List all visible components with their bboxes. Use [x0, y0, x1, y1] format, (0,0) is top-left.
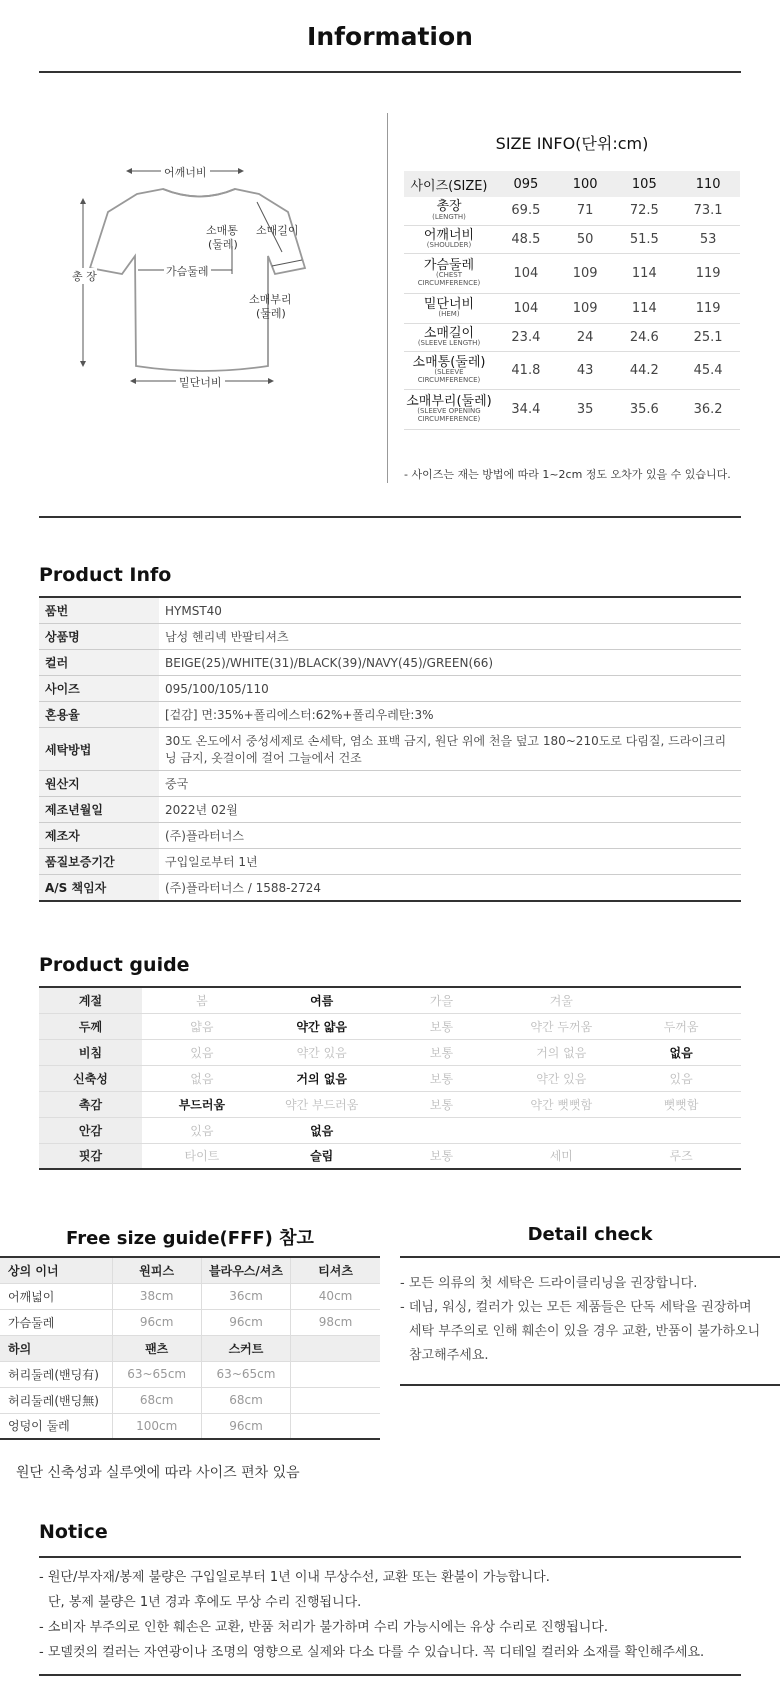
diagram-label-chest: 가슴둘레: [166, 265, 209, 278]
size-value-cell: 24: [558, 323, 613, 351]
size-header-cell: 105: [612, 171, 676, 197]
free-size-cell: 가슴둘레: [0, 1309, 112, 1335]
notice-line: - 소비자 부주의로 인한 훼손은 교환, 반품 처리가 불가하며 수리 가능시에는 유상 수리로 진행됩니다.: [39, 1620, 608, 1635]
size-row-label: [404, 253, 494, 293]
size-row: [404, 351, 740, 389]
free-size-table: [0, 1256, 380, 1440]
size-value-cell: 34.4: [494, 389, 558, 429]
product-guide-option: 겨울: [501, 987, 621, 1013]
free-size-cell: 36cm: [201, 1283, 290, 1309]
product-info-value: 구입일로부터 1년: [159, 849, 741, 875]
free-size-cell: 68cm: [112, 1387, 201, 1413]
free-size-cell: 스커트: [201, 1335, 290, 1361]
product-guide-table: [39, 986, 741, 1170]
detail-check-box: [400, 1256, 780, 1386]
size-label-en: (SLEEVE CIRCUMFERENCE): [417, 368, 481, 384]
product-guide-option: 약간 있음: [262, 1039, 382, 1065]
product-info-value: 095/100/105/110: [159, 676, 741, 702]
product-guide-option: 보통: [382, 1065, 502, 1091]
size-row: [404, 389, 740, 429]
information-title: Information: [307, 22, 473, 51]
product-guide-option: 세미: [501, 1143, 621, 1169]
vertical-divider: [387, 113, 388, 483]
size-header-row: [404, 171, 740, 197]
free-size-cell: 티셔츠: [291, 1257, 380, 1283]
size-value-cell: 109: [558, 293, 613, 323]
size-value-cell: 73.1: [676, 197, 740, 225]
product-guide-option: [501, 1117, 621, 1143]
free-size-cell: 96cm: [112, 1309, 201, 1335]
product-info-row: [39, 875, 741, 902]
product-guide-option: 거의 없음: [501, 1039, 621, 1065]
size-row-label: [404, 323, 494, 351]
size-value-cell: 119: [676, 253, 740, 293]
size-value-cell: 23.4: [494, 323, 558, 351]
size-value-cell: 51.5: [612, 225, 676, 253]
shirt-diagram: [60, 160, 350, 430]
product-guide-option: 약간 있음: [501, 1065, 621, 1091]
notice-box: [39, 1556, 741, 1676]
size-value-cell: 72.5: [612, 197, 676, 225]
product-guide-option: 보통: [382, 1091, 502, 1117]
product-guide-row: [39, 1065, 741, 1091]
product-guide-option: 있음: [142, 1039, 262, 1065]
diagram-label-shoulder: 어깨너비: [161, 164, 210, 180]
size-label-ko: 총장: [436, 199, 462, 215]
product-guide-option: 부드러움: [142, 1091, 262, 1117]
size-label-ko: 어깨너비: [423, 227, 475, 243]
product-info-key: 사이즈: [39, 676, 159, 702]
free-size-cell: [291, 1413, 380, 1439]
product-info-value: 2022년 02월: [159, 797, 741, 823]
free-size-cell: 63~65cm: [112, 1361, 201, 1387]
size-header-cell: 095: [494, 171, 558, 197]
product-guide-key: 안감: [39, 1117, 142, 1143]
size-info-note: - 사이즈는 재는 방법에 따라 1~2cm 정도 오차가 있을 수 있습니다.: [404, 468, 731, 481]
free-size-note: 원단 신축성과 실루엣에 따라 사이즈 편차 있음: [16, 1465, 300, 1481]
product-info-key: A/S 책임자: [39, 875, 159, 902]
product-info-row: [39, 771, 741, 797]
size-label-ko: 소매부리(둘레): [406, 393, 492, 409]
product-guide-option: 거의 없음: [262, 1065, 382, 1091]
free-size-title: Free size guide(FFF) 참고: [66, 1228, 314, 1249]
size-row: [404, 225, 740, 253]
product-info-value: HYMST40: [159, 597, 741, 624]
product-guide-option: 슬림: [262, 1143, 382, 1169]
size-label-en: (LENGTH): [432, 212, 466, 221]
size-value-cell: 109: [558, 253, 613, 293]
size-row-label: [404, 197, 494, 225]
product-guide-option: 보통: [382, 1039, 502, 1065]
free-size-cell: 63~65cm: [201, 1361, 290, 1387]
product-info-row: [39, 597, 741, 624]
product-guide-option: 가을: [382, 987, 502, 1013]
diagram-label-hem: 밑단너비: [176, 374, 225, 390]
product-info-row: [39, 676, 741, 702]
divider: [39, 516, 741, 518]
product-guide-row: [39, 1091, 741, 1117]
free-size-row: [0, 1309, 380, 1335]
size-header-cell: 110: [676, 171, 740, 197]
product-guide-option: 얇음: [142, 1013, 262, 1039]
size-label-ko: 밑단너비: [423, 296, 475, 312]
product-guide-option: 여름: [262, 987, 382, 1013]
free-size-cell: 96cm: [201, 1309, 290, 1335]
product-info-key: 컬러: [39, 650, 159, 676]
size-label-en: (SLEEVE LENGTH): [417, 339, 481, 348]
product-guide-key: 두께: [39, 1013, 142, 1039]
free-size-cell: 엉덩이 둘레: [0, 1413, 112, 1439]
size-row-label: [404, 293, 494, 323]
detail-check-title: Detail check: [527, 1224, 653, 1245]
free-size-cell: 40cm: [291, 1283, 380, 1309]
size-label-en: (SHOULDER): [426, 241, 472, 250]
product-info-key: 제조자: [39, 823, 159, 849]
product-info-key: 상품명: [39, 624, 159, 650]
size-row: [404, 253, 740, 293]
size-label-en: (HEM): [438, 310, 460, 319]
size-row: [404, 323, 740, 351]
size-row-label: [404, 389, 494, 429]
free-size-row: [0, 1387, 380, 1413]
product-guide-row: [39, 1143, 741, 1169]
size-value-cell: 69.5: [494, 197, 558, 225]
product-guide-option: [621, 987, 741, 1013]
size-label-ko: 가슴둘레: [423, 257, 475, 273]
free-size-cell: 100cm: [112, 1413, 201, 1439]
size-value-cell: 35: [558, 389, 613, 429]
product-guide-option: 약간 두꺼움: [501, 1013, 621, 1039]
detail-check-line: 참고해주세요.: [409, 1348, 489, 1363]
size-value-cell: 45.4: [676, 351, 740, 389]
free-size-cell: 허리둘레(밴딩有): [0, 1361, 112, 1387]
product-info-value: 남성 헨리넥 반팔티셔츠: [159, 624, 741, 650]
size-value-cell: 114: [612, 253, 676, 293]
product-guide-option: 없음: [621, 1039, 741, 1065]
free-size-row: [0, 1361, 380, 1387]
product-guide-option: 약간 얇음: [262, 1013, 382, 1039]
product-info-value: (주)플라터너스: [159, 823, 741, 849]
product-guide-key: 핏감: [39, 1143, 142, 1169]
diagram-label-length: 총 장: [72, 270, 97, 283]
product-info-value: [겉감] 면:35%+폴리에스터:62%+폴리우레탄:3%: [159, 702, 741, 728]
free-size-cell: 어깨넓이: [0, 1283, 112, 1309]
product-info-value: (주)플라터너스 / 1588-2724: [159, 875, 741, 902]
detail-check-line: - 모든 의류의 첫 세탁은 드라이클리닝을 권장합니다.: [400, 1276, 698, 1291]
size-header-cell: 사이즈(SIZE): [404, 171, 494, 197]
product-info-value: BEIGE(25)/WHITE(31)/BLACK(39)/NAVY(45)/GREEN(66): [159, 650, 741, 676]
size-label-en: (CHEST CIRCUMFERENCE): [417, 271, 481, 287]
product-info-row: [39, 650, 741, 676]
size-value-cell: 104: [494, 253, 558, 293]
free-size-cell: 블라우스/셔츠: [201, 1257, 290, 1283]
free-size-cell: 하의: [0, 1335, 112, 1361]
free-size-cell: [291, 1361, 380, 1387]
size-value-cell: 71: [558, 197, 613, 225]
diagram-label-sleeve-width: 소매통: [206, 224, 238, 237]
notice-line: 단, 봉제 불량은 1년 경과 후에도 무상 수리 진행됩니다.: [48, 1595, 362, 1610]
product-guide-row: [39, 1013, 741, 1039]
size-value-cell: 25.1: [676, 323, 740, 351]
size-value-cell: 104: [494, 293, 558, 323]
product-guide-title: Product guide: [39, 954, 190, 976]
product-guide-key: 촉감: [39, 1091, 142, 1117]
size-row: [404, 293, 740, 323]
product-info-key: 혼용율: [39, 702, 159, 728]
divider: [39, 71, 741, 73]
product-guide-key: 신축성: [39, 1065, 142, 1091]
free-size-cell: 38cm: [112, 1283, 201, 1309]
product-info-row: [39, 702, 741, 728]
free-size-row: [0, 1257, 380, 1283]
product-info-row: [39, 823, 741, 849]
product-info-row: [39, 797, 741, 823]
product-info-table: [39, 596, 741, 902]
size-label-en: (SLEEVE OPENING CIRCUMFERENCE): [417, 407, 481, 423]
product-guide-option: 있음: [621, 1065, 741, 1091]
product-guide-option: [621, 1117, 741, 1143]
size-label-ko: 소매길이: [423, 325, 475, 341]
free-size-cell: 원피스: [112, 1257, 201, 1283]
product-guide-option: 있음: [142, 1117, 262, 1143]
free-size-cell: 팬츠: [112, 1335, 201, 1361]
product-info-key: 원산지: [39, 771, 159, 797]
size-row: [404, 197, 740, 225]
free-size-cell: 68cm: [201, 1387, 290, 1413]
free-size-cell: 상의 이너: [0, 1257, 112, 1283]
size-label-ko: 소매통(둘레): [412, 354, 486, 370]
size-value-cell: 50: [558, 225, 613, 253]
product-guide-option: 없음: [262, 1117, 382, 1143]
size-row-label: [404, 225, 494, 253]
product-guide-option: 타이트: [142, 1143, 262, 1169]
free-size-cell: 96cm: [201, 1413, 290, 1439]
diagram-label-cuff: 소매부리: [249, 293, 292, 306]
size-info-title: SIZE INFO(단위:cm): [495, 134, 649, 153]
product-info-row: [39, 624, 741, 650]
product-info-title: Product Info: [39, 564, 172, 586]
product-guide-row: [39, 1039, 741, 1065]
free-size-cell: [291, 1387, 380, 1413]
product-guide-option: 뻣뻣함: [621, 1091, 741, 1117]
product-guide-option: 보통: [382, 1143, 502, 1169]
diagram-label-cuff-2: (둘레): [256, 307, 286, 320]
product-info-key: 제조년월일: [39, 797, 159, 823]
product-guide-option: 약간 뻣뻣함: [501, 1091, 621, 1117]
diagram-label-sleeve-width-2: (둘레): [208, 238, 238, 251]
product-guide-option: 루즈: [621, 1143, 741, 1169]
free-size-row: [0, 1413, 380, 1439]
detail-check-line: 세탁 부주의로 인해 훼손이 있을 경우 교환, 반품이 불가하오니: [409, 1324, 761, 1339]
size-row-label: [404, 351, 494, 389]
size-header-cell: 100: [558, 171, 613, 197]
notice-line: - 원단/부자재/봉제 불량은 구입일로부터 1년 이내 무상수선, 교환 또는 환불이 가능합니다.: [39, 1570, 550, 1585]
size-value-cell: 41.8: [494, 351, 558, 389]
size-value-cell: 114: [612, 293, 676, 323]
free-size-row: [0, 1283, 380, 1309]
product-info-row: [39, 728, 741, 771]
product-guide-key: 계절: [39, 987, 142, 1013]
product-guide-option: 약간 부드러움: [262, 1091, 382, 1117]
free-size-cell: [291, 1335, 380, 1361]
product-guide-option: 보통: [382, 1013, 502, 1039]
size-value-cell: 119: [676, 293, 740, 323]
product-guide-option: 없음: [142, 1065, 262, 1091]
product-info-key: 품질보증기간: [39, 849, 159, 875]
size-value-cell: 53: [676, 225, 740, 253]
product-guide-key: 비침: [39, 1039, 142, 1065]
free-size-row: [0, 1335, 380, 1361]
product-info-value: 중국: [159, 771, 741, 797]
product-guide-option: 봄: [142, 987, 262, 1013]
product-info-key: 품번: [39, 597, 159, 624]
product-guide-option: [382, 1117, 502, 1143]
product-guide-row: [39, 1117, 741, 1143]
size-info-table: [404, 171, 740, 430]
product-guide-option: 두꺼움: [621, 1013, 741, 1039]
product-info-key: 세탁방법: [39, 728, 159, 771]
diagram-label-sleeve-length: 소매길이: [256, 224, 299, 237]
size-value-cell: 35.6: [612, 389, 676, 429]
product-guide-row: [39, 987, 741, 1013]
notice-line: - 모델컷의 컬러는 자연광이나 조명의 영향으로 실제와 다소 다를 수 있습니다. 꼭 디테일 컬러와 소재를 확인해주세요.: [39, 1645, 705, 1660]
product-info-value: 30도 온도에서 중성세제로 손세탁, 염소 표백 금지, 원단 위에 천을 덮고 180~210도로 다림질, 드라이크리닝 금지, 옷걸이에 걸어 그늘에서 건조: [159, 728, 741, 771]
product-info-row: [39, 849, 741, 875]
free-size-cell: 허리둘레(밴딩無): [0, 1387, 112, 1413]
size-value-cell: 43: [558, 351, 613, 389]
size-value-cell: 36.2: [676, 389, 740, 429]
size-value-cell: 44.2: [612, 351, 676, 389]
detail-check-line: - 데님, 워싱, 컬러가 있는 모든 제품들은 단독 세탁을 권장하며: [400, 1300, 752, 1315]
size-value-cell: 24.6: [612, 323, 676, 351]
free-size-cell: 98cm: [291, 1309, 380, 1335]
notice-title: Notice: [39, 1521, 108, 1543]
size-value-cell: 48.5: [494, 225, 558, 253]
